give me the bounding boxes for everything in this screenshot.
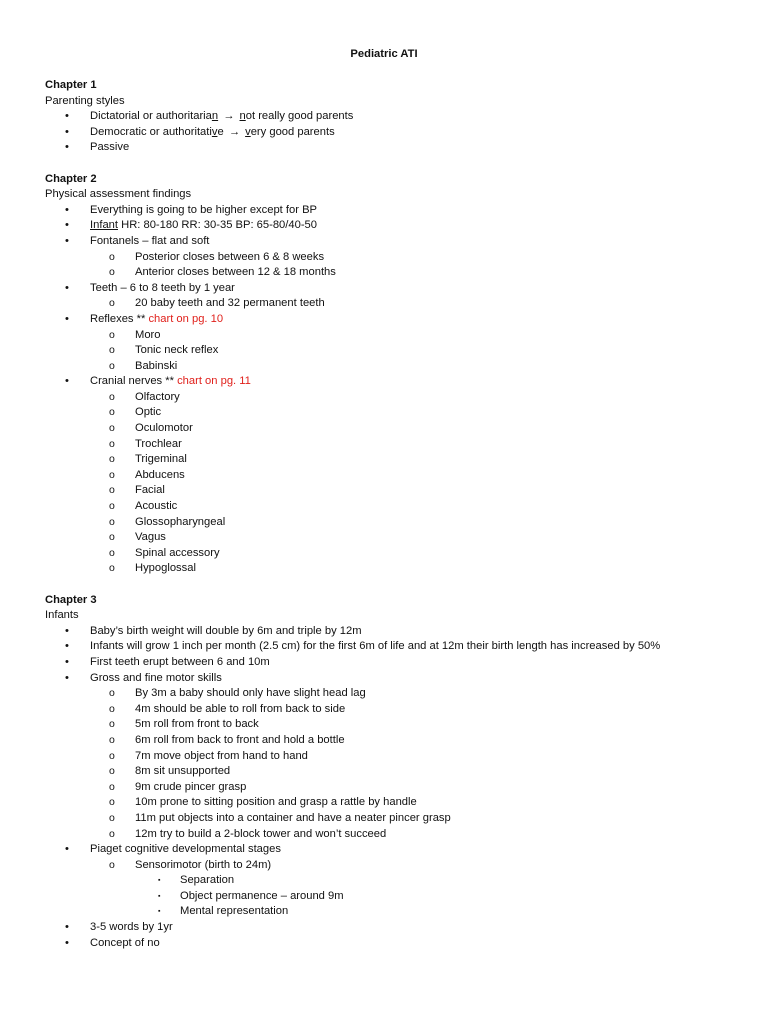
chapter-1-heading: Chapter 1 xyxy=(45,79,97,91)
bullet-marker: • xyxy=(65,141,69,154)
sub-list-item: o Moro xyxy=(45,328,745,344)
circle-marker: o xyxy=(109,328,115,341)
arrow-right-icon: → xyxy=(223,110,235,123)
list-item: • Infants will grow 1 inch per month (2.5 cm) for the first 6m of life and at 12m their birth length has increased by 50% xyxy=(45,639,745,655)
bullet-marker: • xyxy=(65,936,69,949)
circle-marker: o xyxy=(109,827,115,840)
circle-marker: o xyxy=(109,422,115,435)
list-item: • First teeth erupt between 6 and 10m xyxy=(45,655,745,671)
bullet-marker: • xyxy=(65,921,69,934)
bullet-marker: • xyxy=(65,655,69,668)
circle-marker: o xyxy=(109,702,115,715)
bullet-marker: • xyxy=(65,234,69,247)
sub-list-item: o Glossopharyngeal xyxy=(45,515,745,531)
sub-list-item: o Posterior closes between 6 & 8 weeks xyxy=(45,250,745,266)
bullet-marker: • xyxy=(65,671,69,684)
circle-marker: o xyxy=(109,733,115,746)
sub-list-item: o Acoustic xyxy=(45,499,745,515)
circle-marker: o xyxy=(109,858,115,871)
chapter-2-heading: Chapter 2 xyxy=(45,172,97,185)
circle-marker: o xyxy=(109,500,115,513)
list-item: • Democratic or authoritative → very good parents xyxy=(45,125,745,141)
chapter-2-subheading: Physical assessment findings xyxy=(45,188,192,201)
list-item: • Baby’s birth weight will double by 6m and triple by 12m xyxy=(45,624,745,640)
circle-marker: o xyxy=(109,297,115,310)
list-item: • Infant HR: 80-180 RR: 30-35 BP: 65-80/40-50 xyxy=(45,218,745,234)
circle-marker: o xyxy=(109,437,115,450)
circle-marker: o xyxy=(109,250,115,263)
sub-list-item: o 9m crude pincer grasp xyxy=(45,780,745,796)
bullet-marker: • xyxy=(65,203,69,216)
list-item: • Concept of no xyxy=(45,936,745,952)
sub-list-item: o Anterior closes between 12 & 18 months xyxy=(45,265,745,281)
sub-list-item: o 10m prone to sitting position and grasp a rattle by handle xyxy=(45,795,745,811)
sub-list-item: o 5m roll from front to back xyxy=(45,717,745,733)
chapter-1-subheading: Parenting styles xyxy=(45,94,125,107)
chapter-3-heading: Chapter 3 xyxy=(45,593,97,606)
circle-marker: o xyxy=(109,406,115,419)
circle-marker: o xyxy=(109,515,115,528)
circle-marker: o xyxy=(109,344,115,357)
circle-marker: o xyxy=(109,718,115,731)
sub-list-item: o Facial xyxy=(45,483,745,499)
bullet-marker: • xyxy=(65,125,69,138)
list-item: • 3-5 words by 1yr xyxy=(45,920,745,936)
list-item: • Cranial nerves ** chart on pg. 11 xyxy=(45,374,745,390)
sub-list-item: o 20 baby teeth and 32 permanent teeth xyxy=(45,296,745,312)
circle-marker: o xyxy=(109,359,115,372)
list-item: • Piaget cognitive developmental stages xyxy=(45,842,745,858)
bullet-marker: • xyxy=(65,375,69,388)
circle-marker: o xyxy=(109,484,115,497)
sub-list-item: o Optic xyxy=(45,405,745,421)
sub-list-item: o 7m move object from hand to hand xyxy=(45,749,745,765)
circle-marker: o xyxy=(109,390,115,403)
circle-marker: o xyxy=(109,453,115,466)
bullet-marker: • xyxy=(65,640,69,653)
chart-reference: chart on pg. 10 xyxy=(148,312,224,325)
circle-marker: o xyxy=(109,765,115,778)
chart-reference: chart on pg. 11 xyxy=(177,375,251,388)
sub-list-item: o Abducens xyxy=(45,468,745,484)
sub-list-item: o By 3m a baby should only have slight head lag xyxy=(45,686,745,702)
circle-marker: o xyxy=(109,796,115,809)
sub-list-item: o 12m try to build a 2-block tower and won’t succeed xyxy=(45,827,745,843)
bullet-marker: • xyxy=(65,312,69,325)
circle-marker: o xyxy=(109,468,115,481)
sub-list-item: o Oculomotor xyxy=(45,421,745,437)
sub-list-item: o Babinski xyxy=(45,359,745,375)
square-marker: ▪ xyxy=(158,892,161,900)
sub-list-item: o 6m roll from back to front and hold a bottle xyxy=(45,733,745,749)
bullet-marker: • xyxy=(65,110,69,123)
circle-marker: o xyxy=(109,687,115,700)
sub-sub-list-item: ▪ Separation xyxy=(45,873,745,889)
bullet-marker: • xyxy=(65,843,69,856)
sub-list-item: o 4m should be able to roll from back to side xyxy=(45,702,745,718)
document-title: Pediatric ATI xyxy=(350,48,418,60)
bullet-marker: • xyxy=(65,624,69,637)
list-item: • Reflexes ** chart on pg. 10 xyxy=(45,312,745,328)
sub-list-item: o Trochlear xyxy=(45,437,745,453)
list-item: • Dictatorial or authoritarian → not really good parents xyxy=(45,109,745,125)
sub-list-item: o Spinal accessory xyxy=(45,546,745,562)
bullet-marker: • xyxy=(65,281,69,294)
list-item: • Everything is going to be higher except for BP xyxy=(45,203,745,219)
arrow-right-icon: → xyxy=(228,125,240,138)
chapter-3-subheading: Infants xyxy=(45,609,79,622)
square-marker: ▪ xyxy=(158,908,161,916)
circle-marker: o xyxy=(109,531,115,544)
list-item: • Passive xyxy=(45,140,745,156)
circle-marker: o xyxy=(109,266,115,279)
sub-list-item: o Sensorimotor (birth to 24m) xyxy=(45,858,745,874)
square-marker: ▪ xyxy=(158,877,161,885)
sub-list-item: o Tonic neck reflex xyxy=(45,343,745,359)
sub-list-item: o 8m sit unsupported xyxy=(45,764,745,780)
circle-marker: o xyxy=(109,811,115,824)
list-item: • Gross and fine motor skills xyxy=(45,671,745,687)
spacer xyxy=(45,156,745,172)
list-item: • Fontanels – flat and soft xyxy=(45,234,745,250)
circle-marker: o xyxy=(109,546,115,559)
circle-marker: o xyxy=(109,562,115,575)
sub-sub-list-item: ▪ Mental representation xyxy=(45,904,745,920)
sub-sub-list-item: ▪ Object permanence – around 9m xyxy=(45,889,745,905)
sub-list-item: o Vagus xyxy=(45,530,745,546)
circle-marker: o xyxy=(109,780,115,793)
circle-marker: o xyxy=(109,749,115,762)
spacer xyxy=(45,577,745,593)
bullet-marker: • xyxy=(65,219,69,232)
sub-list-item: o Trigeminal xyxy=(45,452,745,468)
sub-list-item: o Hypoglossal xyxy=(45,561,745,577)
sub-list-item: o Olfactory xyxy=(45,390,745,406)
document-body xyxy=(45,78,745,951)
sub-list-item: o 11m put objects into a container and have a neater pincer grasp xyxy=(45,811,745,827)
list-item: • Teeth – 6 to 8 teeth by 1 year xyxy=(45,281,745,297)
